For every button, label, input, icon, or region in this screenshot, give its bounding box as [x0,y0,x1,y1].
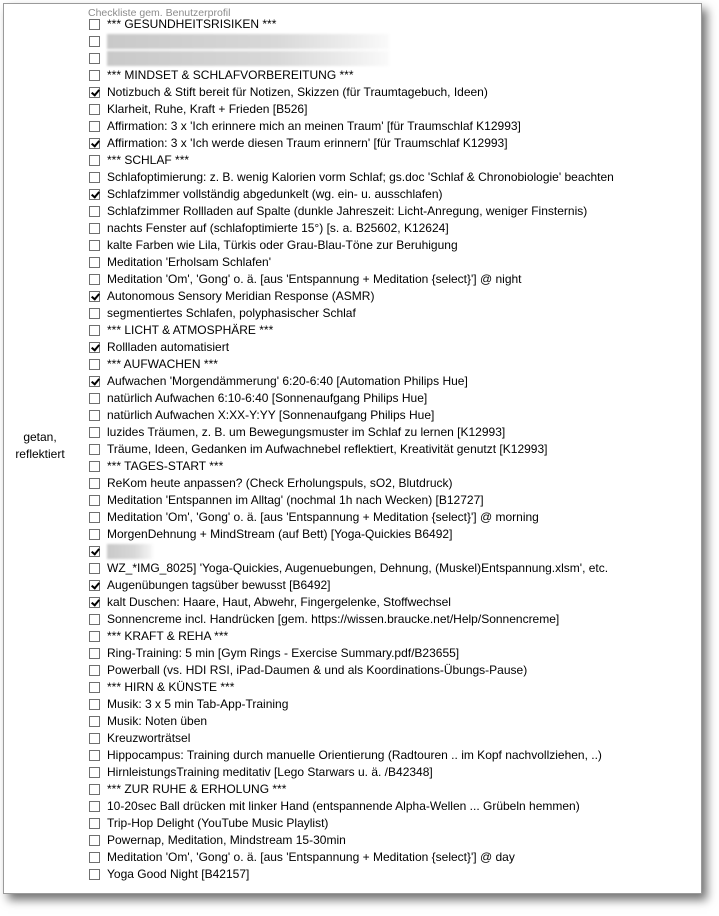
checklist-item[interactable] [88,560,700,577]
checklist-item-label: Schlafzimmer vollständig abgedunkelt (wg. ein- u. ausschlafen) [107,187,443,201]
checklist-item[interactable] [88,33,700,50]
checklist-item-label: *** GESUNDHEITSRISIKEN *** [107,17,277,31]
checklist-item-label: Trip-Hop Delight (YouTube Music Playlist) [107,816,329,830]
checkbox-checked[interactable] [89,376,100,387]
checkbox-checked[interactable] [89,189,100,200]
checklist-item-label: natürlich Aufwachen 6:10-6:40 [Sonnenaufgang Philips Hue] [107,391,428,405]
checklist-item-label: Hippocampus: Training durch manuelle Orientierung (Radtouren .. im Kopf nachvollziehen, ..) [107,748,602,762]
checklist-item[interactable] [88,186,700,203]
checklist-item[interactable] [88,84,700,101]
checkbox-unchecked[interactable] [89,359,100,370]
checklist-item[interactable] [88,118,700,135]
checklist-item[interactable] [88,815,700,832]
checkbox-unchecked[interactable] [89,682,100,693]
checklist-item[interactable] [88,271,700,288]
checklist-item-label: Aufwachen 'Morgendämmerung' 6:20-6:40 [Automation Philips Hue] [107,374,468,388]
checkbox-unchecked[interactable] [89,308,100,319]
checkbox-unchecked[interactable] [89,53,100,64]
checklist-item-label: Powernap, Meditation, Mindstream 15-30min [107,833,346,847]
checklist-item[interactable] [88,373,700,390]
checkbox-unchecked[interactable] [89,801,100,812]
checkbox-checked[interactable] [89,546,100,557]
checklist-item-label: Notizbuch & Stift bereit für Notizen, Skizzen (für Traumtagebuch, Ideen) [107,85,488,99]
checklist-item[interactable] [88,390,700,407]
checklist-item-label: Powerball (vs. HDI RSI, iPad-Daumen & und als Koordinations-Übungs-Pause) [107,663,528,677]
checkbox-unchecked[interactable] [89,427,100,438]
checklist-item-label: natürlich Aufwachen X:XX-Y:YY [Sonnenaufgang Philips Hue] [107,408,435,422]
checklist-item-label: Augenübungen tagsüber bewusst [B6492] [107,578,331,592]
checklist-item[interactable] [88,237,700,254]
redacted-label [107,51,389,66]
checklist-item[interactable] [88,220,700,237]
checkbox-unchecked[interactable] [89,767,100,778]
checklist-item-label: nachts Fenster auf (schlafoptimierte 15°) [s. a. B25602, K12624] [107,221,449,235]
checklist-item-label: WZ_*IMG_8025] 'Yoga-Quickies, Augenuebungen, Dehnung, (Muskel)Entspannung.xlsm', etc. [107,561,609,575]
checklist-item[interactable] [88,730,700,747]
checklist-item[interactable] [88,679,700,696]
checkbox-unchecked[interactable] [89,716,100,727]
checklist-item[interactable] [88,101,700,118]
checklist-item-label: Klarheit, Ruhe, Kraft + Frieden [B526] [107,102,308,116]
checklist-item[interactable] [88,169,700,186]
checklist-item-label: Träume, Ideen, Gedanken im Aufwachnebel reflektiert, Kreativität genutzt [K12993] [107,442,548,456]
checklist-item-label: Musik: 3 x 5 min Tab-App-Training [107,697,289,711]
checklist-item-label: *** AUFWACHEN *** [107,357,218,371]
checkbox-unchecked[interactable] [89,563,100,574]
checklist-item-label: MorgenDehnung + MindStream (auf Bett) [Yoga-Quickies B6492] [107,527,453,541]
checklist-item[interactable] [88,135,700,152]
checklist-item[interactable] [88,577,700,594]
checklist-item-label: Affirmation: 3 x 'Ich erinnere mich an meinen Traum' [für Traumschlaf K12993] [107,119,521,133]
checklist-item[interactable] [88,203,700,220]
checklist-item-label: *** LICHT & ATMOSPHÄRE *** [107,323,274,337]
checkbox-unchecked[interactable] [89,155,100,166]
checkbox-checked[interactable] [89,597,100,608]
checkbox-unchecked[interactable] [89,512,100,523]
checkbox-unchecked[interactable] [89,393,100,404]
checklist-item[interactable] [88,67,700,84]
checklist-item[interactable] [88,339,700,356]
checkbox-unchecked[interactable] [89,410,100,421]
checkbox-unchecked[interactable] [89,325,100,336]
checklist-item-label: Meditation 'Om', 'Gong' o. ä. [aus 'Entspannung + Meditation {select}'] @ morning [107,510,539,524]
checkbox-unchecked[interactable] [89,869,100,880]
checklist-item[interactable] [88,356,700,373]
checklist-item-label: Ring-Training: 5 min [Gym Rings - Exercise Summary.pdf/B23655] [107,646,460,660]
checklist-item-label: Kreuzworträtsel [107,731,191,745]
checkbox-checked[interactable] [89,138,100,149]
checklist-item-label: Autonomous Sensory Meridian Response (ASMR) [107,289,375,303]
checklist-item[interactable] [88,696,700,713]
checkbox-unchecked[interactable] [89,36,100,47]
checklist-item-label: *** SCHLAF *** [107,153,190,167]
checkbox-unchecked[interactable] [89,784,100,795]
checklist-item-label: Meditation 'Om', 'Gong' o. ä. [aus 'Entspannung + Meditation {select}'] @ day [107,850,515,864]
checkbox-unchecked[interactable] [89,648,100,659]
checklist-item[interactable] [88,152,700,169]
checklist-item[interactable] [88,475,700,492]
checklist-header-label: Checkliste gem. Benutzerprofil [88,7,231,19]
checklist-panel [3,3,702,894]
checkbox-checked[interactable] [89,580,100,591]
checkbox-unchecked[interactable] [89,70,100,81]
checklist-item-label: *** HIRN & KÜNSTE *** [107,680,235,694]
checkbox-unchecked[interactable] [89,206,100,217]
checkbox-unchecked[interactable] [89,852,100,863]
checklist-item[interactable] [88,662,700,679]
checklist-item[interactable] [88,16,700,33]
checklist-item-label: HirnleistungsTraining meditativ [Lego Starwars u. ä. /B42348] [107,765,433,779]
checkbox-unchecked[interactable] [89,104,100,115]
checklist-item-label: Rollladen automatisiert [107,340,230,354]
checklist-item[interactable] [88,747,700,764]
checklist-item[interactable] [88,628,700,645]
checklist-item[interactable] [88,50,700,67]
checklist-item-label: Schlafoptimierung: z. B. wenig Kalorien vorm Schlaf; gs.doc 'Schlaf & Chronobiologie' beachten [107,170,614,184]
side-label [8,429,72,463]
checklist-item[interactable] [88,526,700,543]
checklist-item[interactable] [88,407,700,424]
checkbox-unchecked[interactable] [89,529,100,540]
side-label-line-2: reflektiert [15,447,65,461]
checklist-item[interactable] [88,832,700,849]
checklist-item[interactable] [88,458,700,475]
checklist-item-label: Sonnencreme incl. Handrücken [gem. https://wissen.braucke.net/Help/Sonnencreme] [107,612,560,626]
checklist-item-label: *** ZUR RUHE & ERHOLUNG *** [107,782,287,796]
checklist-item[interactable] [88,305,700,322]
checklist-item[interactable] [88,866,700,883]
checkbox-checked[interactable] [89,342,100,353]
checkbox-unchecked[interactable] [89,223,100,234]
checkbox-unchecked[interactable] [89,274,100,285]
checklist-item-label: kalt Duschen: Haare, Haut, Abwehr, Fingergelenke, Stoffwechsel [107,595,451,609]
checkbox-unchecked[interactable] [89,614,100,625]
side-label-line-1: getan, [23,430,57,444]
checklist-item-label: Meditation 'Entspannen im Alltag' (nochmal 1h nach Wecken) [B12727] [107,493,484,507]
checklist-item[interactable] [88,288,700,305]
checklist-item[interactable] [88,254,700,271]
checklist-item[interactable] [88,849,700,866]
checkbox-unchecked[interactable] [89,699,100,710]
checklist-item-label: Meditation 'Om', 'Gong' o. ä. [aus 'Entspannung + Meditation {select}'] @ night [107,272,522,286]
checkbox-unchecked[interactable] [89,172,100,183]
checklist-item[interactable] [88,509,700,526]
checklist-item-label: Affirmation: 3 x 'Ich werde diesen Traum erinnern' [für Traumschlaf K12993] [107,136,508,150]
redacted-label [107,34,389,49]
checkbox-unchecked[interactable] [89,818,100,829]
checkbox-checked[interactable] [89,87,100,98]
checkbox-unchecked[interactable] [89,240,100,251]
checklist-item[interactable] [88,594,700,611]
checklist-item[interactable] [88,764,700,781]
checklist-item-label: *** TAGES-START *** [107,459,224,473]
checklist-item-label: 10-20sec Ball drücken mit linker Hand (entspannende Alpha-Wellen ... Grübeln hemmen) [107,799,580,813]
checkbox-unchecked[interactable] [89,631,100,642]
checklist-item[interactable] [88,798,700,815]
checklist-item[interactable] [88,781,700,798]
checklist-item[interactable] [88,611,700,628]
checkbox-unchecked[interactable] [89,257,100,268]
checkbox-unchecked[interactable] [89,835,100,846]
checkbox-unchecked[interactable] [89,461,100,472]
checklist-item[interactable] [88,424,700,441]
checklist-item-label: Musik: Noten üben [107,714,208,728]
checklist-item-label: kalte Farben wie Lila, Türkis oder Grau-Blau-Töne zur Beruhigung [107,238,458,252]
checklist-item-label: luzides Träumen, z. B. um Bewegungsmuster im Schlaf zu lernen [K12993] [107,425,506,439]
checklist-item-label: ReKom heute anpassen? (Check Erholungspuls, sO2, Blutdruck) [107,476,453,490]
checkbox-unchecked[interactable] [89,733,100,744]
checklist-item[interactable] [88,492,700,509]
checklist-item-label: Yoga Good Night [B42157] [107,867,250,881]
checkbox-unchecked[interactable] [89,121,100,132]
checklist-item[interactable] [88,322,700,339]
checklist-items [88,16,700,886]
redacted-label [107,544,153,559]
checklist-item-label: *** KRAFT & REHA *** [107,629,229,643]
checkbox-checked[interactable] [89,291,100,302]
checklist-item-label: Schlafzimmer Rollladen auf Spalte (dunkle Jahreszeit: Licht-Anregung, weniger Finsternis) [107,204,588,218]
checkbox-unchecked[interactable] [89,19,100,30]
checklist-item-label: *** MINDSET & SCHLAFVORBEREITUNG *** [107,68,354,82]
checkbox-unchecked[interactable] [89,444,100,455]
checkbox-unchecked[interactable] [89,665,100,676]
checklist-item[interactable] [88,713,700,730]
checkbox-unchecked[interactable] [89,478,100,489]
checklist-item[interactable] [88,441,700,458]
checkbox-unchecked[interactable] [89,495,100,506]
checkbox-unchecked[interactable] [89,750,100,761]
checklist-item-label: Meditation 'Erholsam Schlafen' [107,255,271,269]
checklist-item[interactable] [88,645,700,662]
checklist-item[interactable] [88,543,700,560]
checklist-item-label: segmentiertes Schlafen, polyphasischer Schlaf [107,306,356,320]
